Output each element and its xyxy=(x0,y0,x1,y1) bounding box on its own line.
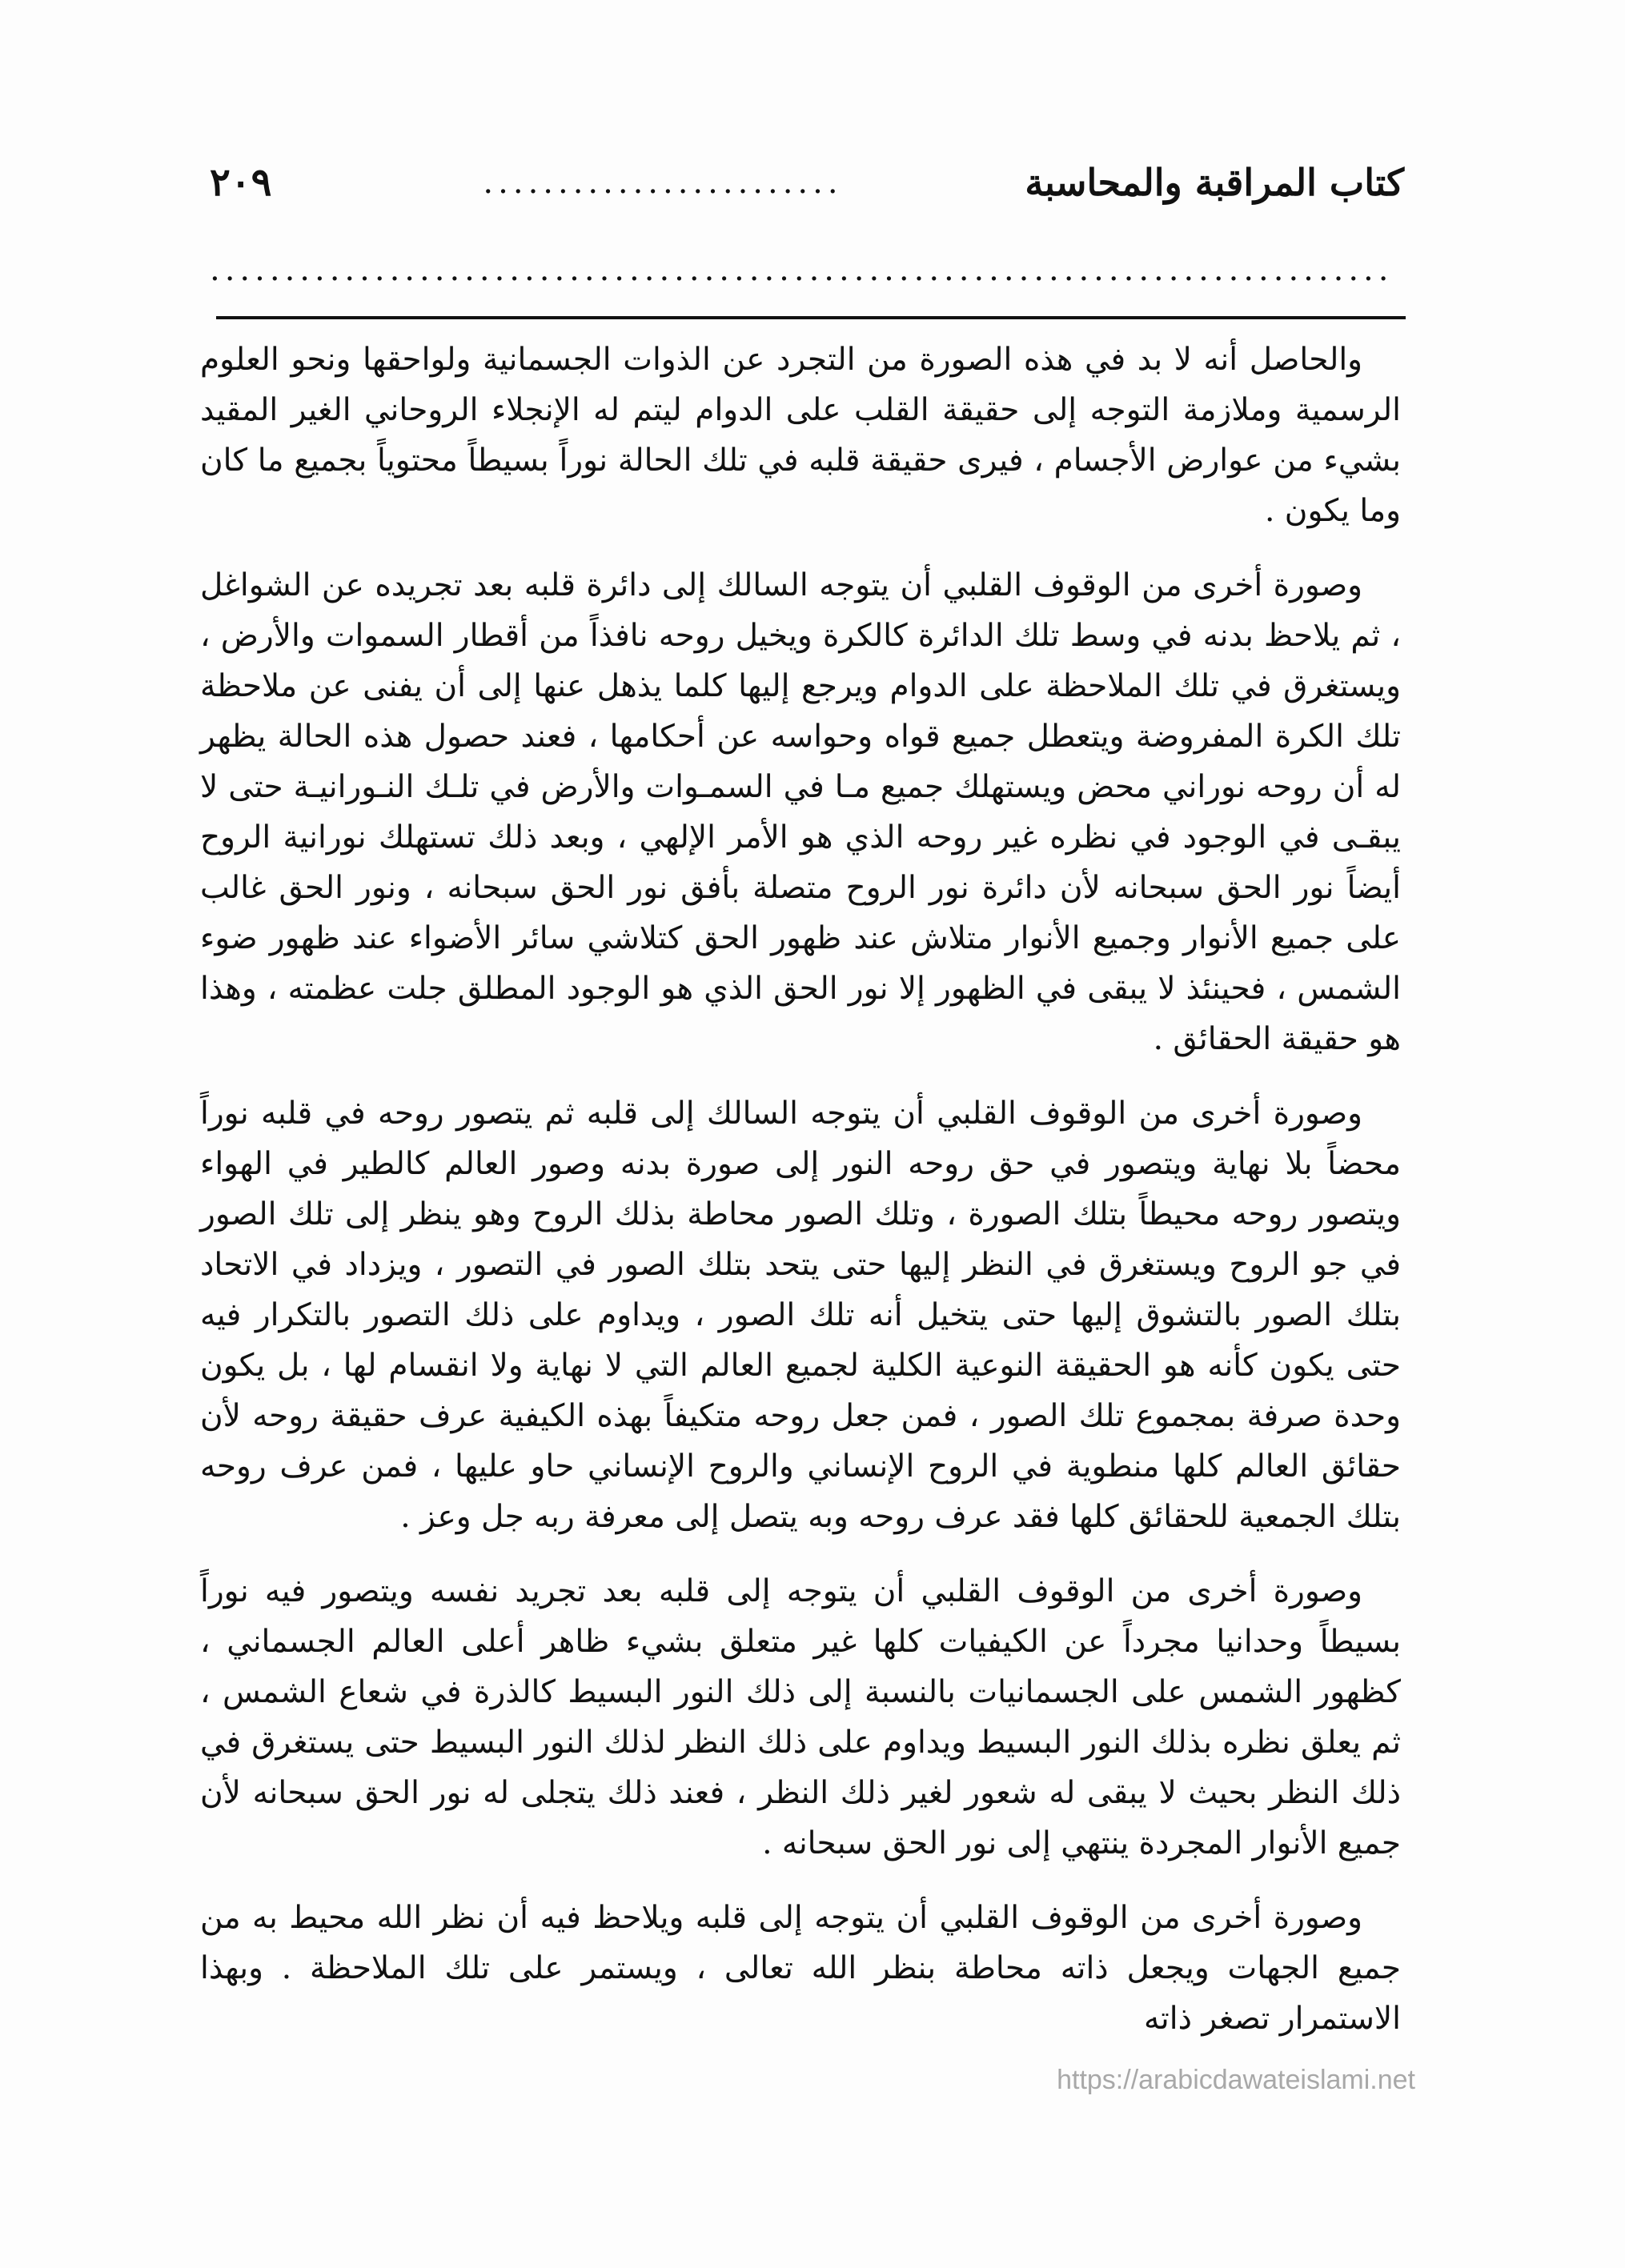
page-number: ٢٠٩ xyxy=(210,160,272,205)
paragraph: وصورة أخرى من الوقوف القلبي أن يتوجه السالك إلى قلبه ثم يتصور روحه في قلبه نوراً محضاً بلا نهاية ويتصور في حق روحه النور إلى صورة بدنه وصور العالم كالطير في الهواء ويتصور روحه محيطاً بتلك الصورة ، وتلك الصور محاطة بذلك الروح وهو ينظر إلى تلك الصور في جو الروح ويستغرق في النظر إليها حتى يتحد بتلك الصور في التصور ، ويزداد في الاتحاد بتلك الصور بالتشوق إليها حتى يتخيل أنه تلك الصور ، ويداوم على ذلك التصور بالتكرار فيه حتى يكون كأنه هو الحقيقة النوعية الكلية لجميع العالم التي لا نهاية ولا انقسام لها ، بل يكون وحدة صرفة بمجموع تلك الصور ، فمن جعل روحه متكيفاً بهذه الكيفية عرف حقيقة روحه لأن حقائق العالم كلها منطوية في الروح الإنساني والروح الإنساني حاو عليها ، فمن عرف روحه بتلك الجمعية للحقائق كلها فقد عرف روحه وبه يتصل إلى معرفة ربه جل وعز . xyxy=(200,1096,1401,1535)
paragraph: وصورة أخرى من الوقوف القلبي أن يتوجه السالك إلى دائرة قلبه بعد تجريده عن الشواغل ، ثم يلاحظ بدنه في وسط تلك الدائرة كالكرة ويخيل روحه نافذاً من أقطار السموات والأرض ، ويستغرق في تلك الملاحظة على الدوام ويرجع إليها كلما يذهل عنها إلى أن يفنى عن ملاحظة تلك الكرة المفروضة ويتعطل جميع قواه وحواسه عن أحكامها ، فعند حصول هذه الحالة يظهر له أن روحه نوراني محض ويستهلك جميع مـا في السمـوات والأرض في تلـك النـورانيـة حتى لا يبقـى في الوجود في نظره غير روحه الذي هو الأمر الإلهي ، وبعد ذلك تستهلك نورانية الروح أيضاً نور الحق سبحانه لأن دائرة نور الروح متصلة بأفق نور الحق سبحانه ، ونور الحق غالب على جميع الأنوار وجميع الأنوار متلاش عند ظهور الحق كتلاشي سائر الأضواء عند ظهور ضوء الشمس ، فحينئذ لا يبقى في الظهور إلا نور الحق الذي هو الوجود المطلق جلت عظمته ، وهذا هو حقيقة الحقائق . xyxy=(200,567,1401,1057)
body-text xyxy=(200,335,1401,2044)
paragraph: والحاصل أنه لا بد في هذه الصورة من التجرد عن الذوات الجسمانية ولواحقها ونحو العلوم الرسمية وملازمة التوجه إلى حقيقة القلب على الدوام ليتم له الإنجلاء الروحاني الغير المقيد بشيء من عوارض الأجسام ، فيرى حقيقة قلبه في تلك الحالة نوراً بسيطاً محتوياً بجميع ما كان وما يكون . xyxy=(200,342,1401,529)
paragraph: وصورة أخرى من الوقوف القلبي أن يتوجه إلى قلبه ويلاحظ فيه أن نظر الله محيط به من جميع الجهات ويجعل ذاته محاطة بنظر الله تعالى ، ويستمر على تلك الملاحظة . وبهذا الاستمرار تصغر ذاته xyxy=(200,1900,1401,2037)
header-rule xyxy=(216,316,1406,319)
running-header xyxy=(210,150,1404,222)
header-leader-dots: ........................ xyxy=(483,164,843,201)
book-title: كتاب المراقبة والمحاسبة xyxy=(1025,161,1404,204)
header-dotted-line: ............................................................................... xyxy=(210,251,1394,288)
site-watermark: https://arabicdawateislami.net xyxy=(1057,2065,1415,2095)
paragraph: وصورة أخرى من الوقوف القلبي أن يتوجه إلى قلبه بعد تجريد نفسه ويتصور فيه نوراً بسيطاً وحدانيا مجرداً عن الكيفيات كلها غير متعلق بشيء ظاهر أعلى العالم الجسماني ، كظهور الشمس على الجسمانيات بالنسبة إلى ذلك النور البسيط كالذرة في شعاع الشمس ، ثم يعلق نظره بذلك النور البسيط ويداوم على ذلك النظر لذلك النور البسيط حتى يستغرق في ذلك النظر بحيث لا يبقى له شعور لغير ذلك النظر ، فعند ذلك يتجلى له نور الحق سبحانه لأن جميع الأنوار المجردة ينتهي إلى نور الحق سبحانه . xyxy=(200,1573,1401,1861)
